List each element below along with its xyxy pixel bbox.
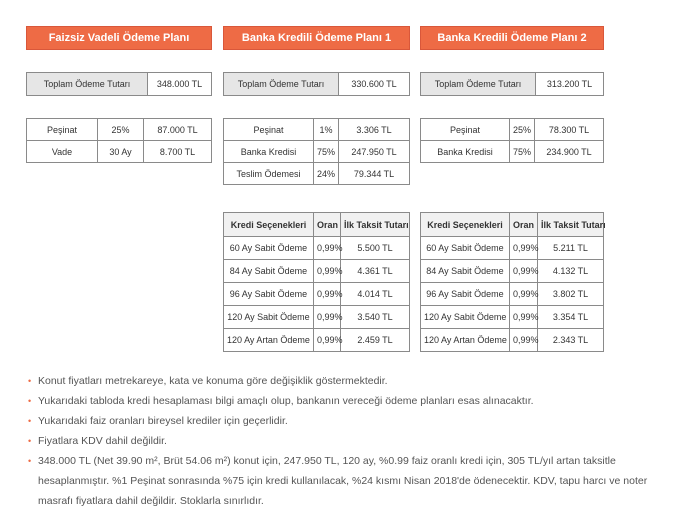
detail-table: [223, 118, 410, 185]
bullet-icon: •: [28, 456, 32, 466]
total-table: [26, 72, 212, 96]
note-text: Yukarıdaki faiz oranları bireysel krediler için geçerlidir.: [38, 415, 288, 427]
kredi-rate: 0,99%: [314, 237, 341, 260]
kredi-installment: 4.132 TL: [538, 260, 604, 283]
column-header: İlk Taksit Tutarı: [538, 213, 604, 237]
kredi-option: 84 Ay Sabit Ödeme: [224, 260, 314, 283]
bullet-icon: •: [28, 416, 32, 426]
notes-list: [28, 371, 668, 511]
detail-percent: 25%: [510, 119, 535, 141]
detail-table: [420, 118, 604, 163]
note-text: Fiyatlara KDV dahil değildir.: [38, 435, 167, 447]
kredi-option: 96 Ay Sabit Ödeme: [421, 283, 510, 306]
kredi-option: 120 Ay Artan Ödeme: [421, 329, 510, 352]
kredi-installment: 5.500 TL: [341, 237, 410, 260]
kredi-rate: 0,99%: [314, 283, 341, 306]
kredi-installment: 5.211 TL: [538, 237, 604, 260]
detail-label: Peşinat: [421, 119, 510, 141]
kredi-rate: 0,99%: [314, 306, 341, 329]
kredi-rate: 0,99%: [510, 306, 538, 329]
table-row: [421, 329, 604, 352]
detail-amount: 247.950 TL: [339, 141, 410, 163]
detail-percent: 75%: [314, 141, 339, 163]
kredi-option: 84 Ay Sabit Ödeme: [421, 260, 510, 283]
kredi-installment: 2.343 TL: [538, 329, 604, 352]
list-item: [28, 371, 668, 391]
total-value: 348.000 TL: [148, 73, 212, 96]
kredi-option: 96 Ay Sabit Ödeme: [224, 283, 314, 306]
table-row: [224, 163, 410, 185]
table-row: [27, 73, 212, 96]
bullet-icon: •: [28, 376, 32, 386]
bullet-icon: •: [28, 436, 32, 446]
kredi-rate: 0,99%: [510, 237, 538, 260]
kredi-rate: 0,99%: [510, 283, 538, 306]
column-header: İlk Taksit Tutarı: [341, 213, 410, 237]
kredi-installment: 4.014 TL: [341, 283, 410, 306]
kredi-rate: 0,99%: [314, 260, 341, 283]
table-row: [224, 260, 410, 283]
plan-column-faizsiz: [26, 26, 212, 157]
table-row: [421, 283, 604, 306]
detail-table: [26, 118, 212, 163]
bullet-icon: •: [28, 396, 32, 406]
table-row: [421, 260, 604, 283]
kredi-option: 120 Ay Sabit Ödeme: [224, 306, 314, 329]
detail-amount: 79.344 TL: [339, 163, 410, 185]
detail-label: Vade: [27, 141, 98, 163]
detail-label: Banka Kredisi: [421, 141, 510, 163]
detail-label: Peşinat: [224, 119, 314, 141]
table-row: [224, 73, 410, 96]
detail-percent: 25%: [98, 119, 144, 141]
table-row: [224, 306, 410, 329]
total-value: 330.600 TL: [339, 73, 410, 96]
detail-amount: 234.900 TL: [535, 141, 604, 163]
column-header: Oran: [510, 213, 538, 237]
detail-label: Teslim Ödemesi: [224, 163, 314, 185]
detail-percent: 75%: [510, 141, 535, 163]
kredi-installment: 4.361 TL: [341, 260, 410, 283]
kredi-installment: 3.802 TL: [538, 283, 604, 306]
kredi-rate: 0,99%: [510, 329, 538, 352]
table-row: [224, 283, 410, 306]
table-row: [224, 119, 410, 141]
detail-percent: 30 Ay: [98, 141, 144, 163]
table-row: [224, 329, 410, 352]
kredi-installment: 2.459 TL: [341, 329, 410, 352]
column-header: Oran: [314, 213, 341, 237]
table-row: [27, 141, 212, 163]
total-value: 313.200 TL: [536, 73, 604, 96]
detail-amount: 87.000 TL: [144, 119, 212, 141]
detail-percent: 1%: [314, 119, 339, 141]
column-header: Kredi Seçenekleri: [224, 213, 314, 237]
kredi-option: 120 Ay Artan Ödeme: [224, 329, 314, 352]
detail-label: Peşinat: [27, 119, 98, 141]
total-label: Toplam Ödeme Tutarı: [421, 73, 536, 96]
kredi-rate: 0,99%: [510, 260, 538, 283]
column-header: Kredi Seçenekleri: [421, 213, 510, 237]
table-row: [224, 141, 410, 163]
kredi-option: 60 Ay Sabit Ödeme: [421, 237, 510, 260]
total-table: [223, 72, 410, 96]
note-text: Yukarıdaki tabloda kredi hesaplaması bilgi amaçlı olup, bankanın vereceği ödeme planları esas alınacaktır.: [38, 395, 534, 407]
kredi-installment: 3.540 TL: [341, 306, 410, 329]
plan-column-banka-1: [223, 26, 410, 345]
plan-column-banka-2: [420, 26, 606, 345]
plan-header-banka-2: Banka Kredili Ödeme Planı 2: [420, 26, 604, 50]
detail-amount: 8.700 TL: [144, 141, 212, 163]
list-item: [28, 391, 668, 411]
table-row: [421, 119, 604, 141]
detail-amount: 3.306 TL: [339, 119, 410, 141]
kredi-options-table: [420, 212, 604, 352]
table-row: [421, 237, 604, 260]
detail-amount: 78.300 TL: [535, 119, 604, 141]
total-label: Toplam Ödeme Tutarı: [27, 73, 148, 96]
table-header-row: [224, 213, 410, 237]
detail-label: Banka Kredisi: [224, 141, 314, 163]
kredi-option: 60 Ay Sabit Ödeme: [224, 237, 314, 260]
table-row: [421, 306, 604, 329]
note-text: Konut fiyatları metrekareye, kata ve konuma göre değişiklik göstermektedir.: [38, 375, 388, 387]
total-label: Toplam Ödeme Tutarı: [224, 73, 339, 96]
plan-header-faizsiz: Faizsiz Vadeli Ödeme Planı: [26, 26, 212, 50]
detail-percent: 24%: [314, 163, 339, 185]
total-table: [420, 72, 604, 96]
list-item: [28, 451, 668, 511]
table-row: [27, 119, 212, 141]
table-row: [421, 141, 604, 163]
table-row: [421, 73, 604, 96]
kredi-option: 120 Ay Sabit Ödeme: [421, 306, 510, 329]
note-text: 348.000 TL (Net 39.90 m², Brüt 54.06 m²) konut için, 247.950 TL, 120 ay, %0.99 faiz oranlı kredi için, 305 TL/yıl artan taksitle hesaplanmıştır. %1 Peşinat sonrasında %75 için kredi kullanılacak, %24 kısmı Nisan 2018'de ödenecektir. KDV, tapu harcı ve noter masrafı fiyatlara dahil değildir. Stoklarla sınırlıdır.: [38, 455, 648, 507]
list-item: [28, 431, 668, 451]
kredi-installment: 3.354 TL: [538, 306, 604, 329]
table-header-row: [421, 213, 604, 237]
table-row: [224, 237, 410, 260]
list-item: [28, 411, 668, 431]
plan-header-banka-1: Banka Kredili Ödeme Planı 1: [223, 26, 410, 50]
kredi-rate: 0,99%: [314, 329, 341, 352]
kredi-options-table: [223, 212, 410, 352]
